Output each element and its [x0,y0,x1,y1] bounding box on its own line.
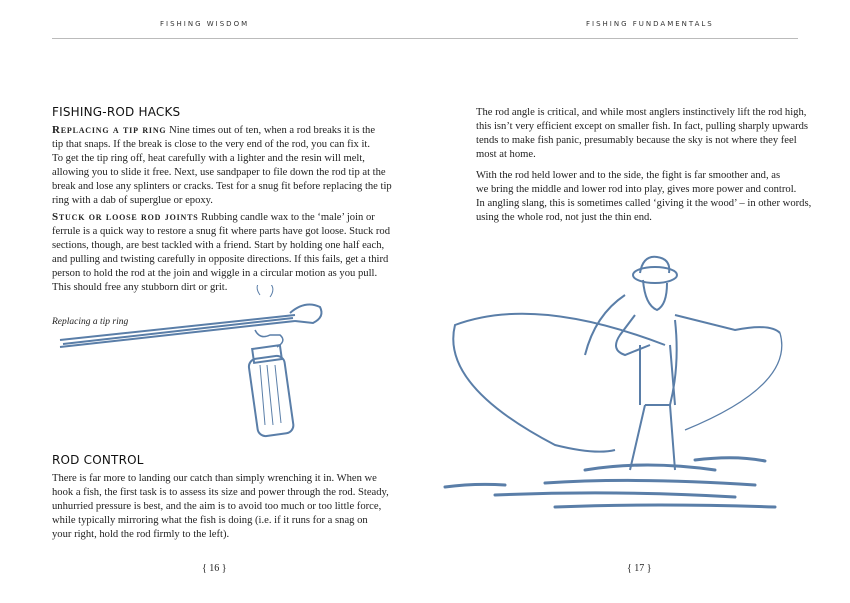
paragraph-tip-ring: Replacing a tip ring Nine times out of ten, when a rod breaks it is the tip that snaps. If the break is close to the very end of the rod, you can fix it. To get the tip ring off, heat carefully with a lighter and the resin will melt, allowing you to slide it free. Next, use sandpaper to file down the rod tip at the break and lose any splinters or cracks. Test for a snug fit before replacing the tip ring with a dab of superglue or epoxy. [52,124,392,206]
paragraph-rod-control: There is far more to landing our catch than simply wrenching it in. When we hook a fish, the first task is to assess its size and power through the rod. Steady, unhurried pressure is best, and the aim is to avoid too much or too little force, while typically mirroring what the fish is doing (i.e. if it runs for a snag on your right, hold the rod firmly to the left). [52,473,389,540]
header-rule [52,38,798,39]
page-number-right: { 17 } [627,563,652,574]
lead-rod-joints: Stuck or loose rod joints [52,211,199,223]
page-number-left: { 16 } [202,563,227,574]
section-title-rod-control: ROD CONTROL [52,453,144,467]
running-head-right: FISHING FUNDAMENTALS [586,20,714,28]
angler-illustration [435,255,805,520]
paragraph-rod-joints: Stuck or loose rod joints Rubbing candle wax to the ‘male’ join or ferrule is a quick way to restore a snug fit where parts have got loose. Stuck rod sections, though, are best tackled with a friend. Start by holding one half each, and pulling and twisting carefully in opposite directions. If this fails, get a third person to hold the rod at the join and wiggle in a circular motion as you pull. This should free any stubborn dirt or grit. [52,211,391,293]
lead-tip-ring: Replacing a tip ring [52,124,167,136]
paragraph-rod-angle: The rod angle is critical, and while most anglers instinctively lift the rod high, this isn’t very efficient except on smaller fish. In fact, pulling sharply upwards tends to make fish panic, presumably because the sky is not where they feel most at home. [476,107,809,160]
tip-ring-illustration [55,285,355,445]
running-head-left: FISHING WISDOM [160,20,250,28]
paragraph-rod-lower: With the rod held lower and to the side, the fight is far smoother and, as we bring the middle and lower rod into play, gives more power and control. In angling slang, this is sometimes called ‘giving it the wood’ – in other words, using the whole rod, not just the thin end. [476,170,812,223]
section-title-rod-hacks: FISHING-ROD HACKS [52,105,181,119]
illustration-caption: Replacing a tip ring [52,317,129,327]
